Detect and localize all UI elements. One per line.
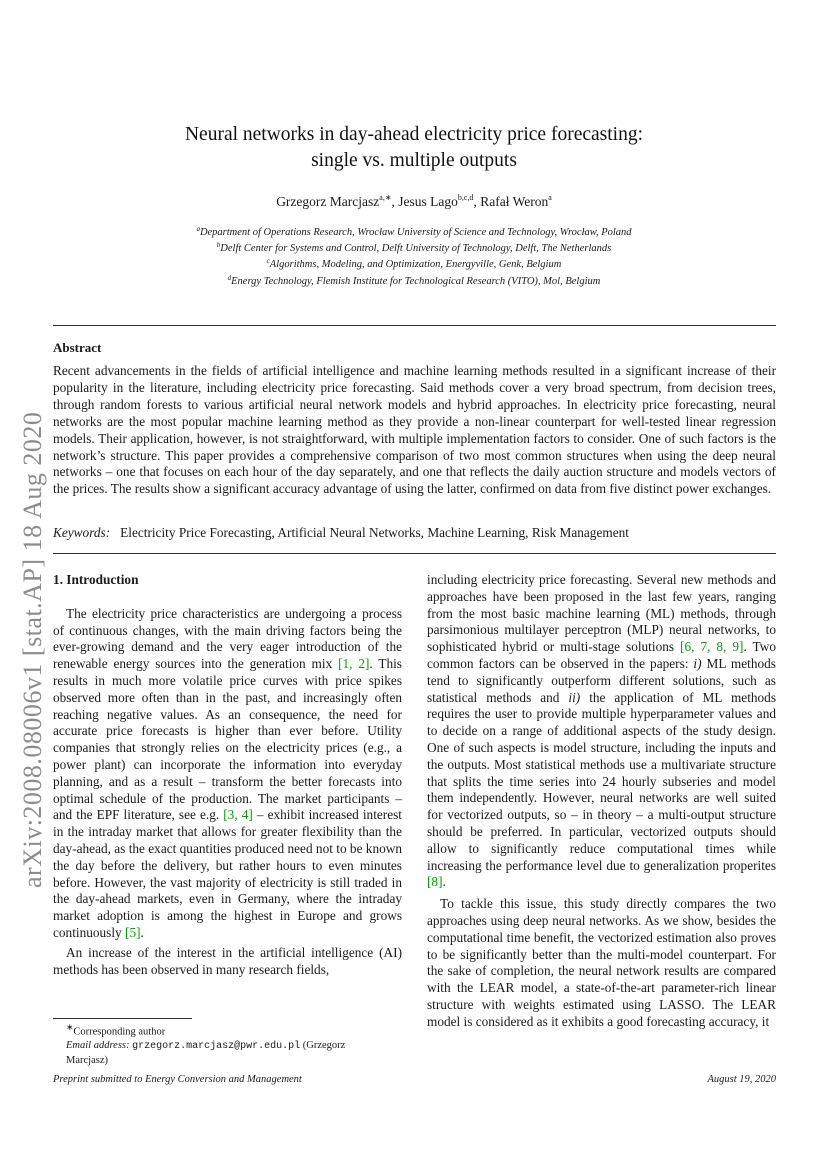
keywords-line bbox=[53, 525, 629, 541]
section-heading-introduction: 1. Introduction bbox=[53, 572, 139, 587]
affiliation-mark: a bbox=[196, 225, 200, 233]
title-line-1: Neural networks in day-ahead electricity price forecasting: bbox=[184, 124, 644, 145]
keywords-text: Electricity Price Forecasting, Artificial Neural Networks, Machine Learning, Risk Management bbox=[120, 525, 629, 540]
abstract-heading: Abstract bbox=[53, 340, 102, 355]
affiliation-line bbox=[0, 255, 828, 271]
list-marker: i) bbox=[693, 655, 702, 671]
abstract-top-rule bbox=[53, 325, 776, 326]
email-label: Email address: bbox=[66, 1040, 130, 1051]
citation-link[interactable]: [5] bbox=[125, 924, 141, 940]
citation-link[interactable]: [1, 2] bbox=[338, 656, 370, 672]
paragraph-text: . Two common factors can be observed in the papers: bbox=[427, 639, 776, 671]
affiliation-line bbox=[0, 272, 828, 288]
paragraph-text: . bbox=[442, 874, 446, 890]
paragraph bbox=[53, 606, 402, 942]
affiliation-line bbox=[0, 239, 828, 255]
title-line-2: single vs. multiple outputs bbox=[311, 150, 517, 171]
paragraph-text: ML methods tend to significantly outperform different solutions, such as statistical methods and bbox=[427, 655, 776, 705]
list-marker: ii) bbox=[568, 689, 581, 705]
abstract-bottom-rule bbox=[53, 553, 776, 554]
paragraph-text: . This results in much more volatile price curves with price spikes observed more often than in the past, and increasingly often reaching negative values. As an consequence, the need for accurate price forecasts is higher than ever before. Utility companies that strongly relies on the electricity prices (e.g., a power plant) can incorporate the information into everyday planning, and as a result – transform the better forecasts into optimal schedule of the production. The market participants – and the EPF literature, see e.g. bbox=[53, 656, 402, 823]
citation-link[interactable]: [6, 7, 8, 9] bbox=[680, 639, 744, 655]
affiliation-text: Energy Technology, Flemish Institute for Technological Research (VITO), Mol, Belgium bbox=[231, 275, 601, 287]
affiliations bbox=[0, 223, 828, 288]
abstract-text: Recent advancements in the fields of artificial intelligence and machine learning methods resulted in a significant increase of their popularity in the literature, including electricity price forecasting. Said methods cover a very broad spectrum, from decision trees, through random forests to various artificial neural network models and hybrid approaches. In electricity price forecasting, neural networks are the most popular machine learning method as they provide a non-linear counterpart for well-tested linear regression models. Their application, however, is not straightforward, with multiple implementation factors to consider. One of such factors is the network’s structure. This paper provides a comprehensive comparison of two most common structures when using the deep neural networks – one that focuses on each hour of the day separately, and one that reflects the daily auction structure and models vectors of the prices. The results show a significant accuracy advantage of using the latter, confirmed on data from five distinct power exchanges. bbox=[53, 363, 776, 497]
paper-title bbox=[0, 122, 828, 174]
affiliation-line bbox=[0, 223, 828, 239]
paragraph-text: including electricity price forecasting. Several new methods and approaches have been proposed in the last few years, ranging from the most basic machine learning (ML) methods, through parsimonious multilayer perceptron (MLP) neural networks, to sophisticated hybrid or multi-stage solutions bbox=[427, 572, 776, 655]
citation-link[interactable]: [8] bbox=[427, 874, 443, 890]
footnote-rule bbox=[53, 1018, 192, 1019]
corresponding-author-note bbox=[53, 1021, 383, 1039]
email-note bbox=[53, 1039, 383, 1067]
affiliation-text: Algorithms, Modeling, and Optimization, Energyville, Genk, Belgium bbox=[269, 259, 562, 271]
author-name: Grzegorz Marcjasz bbox=[276, 194, 380, 209]
paragraph-text: – exhibit increased interest in the intraday market that allows for greater flexibility than the day-ahead, as the exact quantities produced need not to be known the day before the delivery, but rather hours to even minutes before. However, the vast majority of electricity is still traded in the day-ahead markets, even in Germany, where the intraday market adoption is among the highest in Europe and grows continuously bbox=[53, 807, 402, 940]
affiliation-mark: d bbox=[227, 273, 232, 282]
footnote-text: Corresponding author bbox=[73, 1026, 166, 1038]
footer-date: August 19, 2020 bbox=[707, 1074, 776, 1085]
footer-journal: Preprint submitted to Energy Conversion and Management bbox=[53, 1074, 302, 1085]
keywords-label: Keywords: bbox=[53, 525, 111, 540]
affiliation-text: Delft Center for Systems and Control, Delft University of Technology, Delft, The Netherlands bbox=[220, 243, 612, 255]
arxiv-identifier-stamp: arXiv:2008.08006v1 [stat.AP] 18 Aug 2020 bbox=[18, 411, 47, 888]
paragraph-text: The electricity price characteristics are undergoing a process of continuous changes, with the main driving factors being the ever-growing demand and the very eager introduction of the renewable energy sources into the generation mix bbox=[53, 605, 402, 672]
author-affil-mark: a,∗ bbox=[379, 193, 392, 202]
paragraph bbox=[427, 572, 776, 891]
author-affil-mark: a bbox=[548, 193, 552, 202]
author-name: Rafał Weron bbox=[480, 194, 549, 209]
email-address[interactable]: grzegorz.marcjasz@pwr.edu.pl bbox=[132, 1041, 301, 1052]
author-name: Jesus Lago bbox=[398, 194, 458, 209]
footnote-mark: ∗ bbox=[66, 1022, 74, 1032]
author-affil-mark: b,c,d bbox=[457, 193, 474, 202]
citation-link[interactable]: [3, 4] bbox=[223, 807, 253, 823]
affiliation-mark: c bbox=[266, 257, 270, 266]
email-owner: (Grzegorz Marcjasz) bbox=[66, 1040, 346, 1066]
paragraph-text: . bbox=[140, 924, 144, 940]
left-column bbox=[53, 572, 402, 978]
paragraph: To tackle this issue, this study directly compares the two approaches using deep neural networks. As we show, besides the computational time benefit, the vectorized estimation also proves to be significantly better than the multi-model counterpart. For the sake of completion, the neural network results are compared with the LEAR model, a state-of-the-art parameter-rich linear structure with weights estimated using LASSO. The LEAR model is considered as it exhibits a good forecasting accuracy, it bbox=[427, 896, 776, 1029]
right-column bbox=[427, 572, 776, 1031]
paragraph: An increase of the interest in the artificial intelligence (AI) methods has been observed in many research fields, bbox=[53, 944, 402, 977]
affiliation-mark: b bbox=[216, 241, 221, 250]
paragraph-text: the application of ML methods requires the user to provide multiple hyperparameter values and to decide on a range of additional aspects of the study design. One of such aspects is model structure, including the inputs and the outputs. Most statistical methods use a multivariate structure that splits the time series into 24 hourly subseries and model them independently. However, neural networks are well suited for vectorized outputs, so – in theory – a multi-output structure should be preferred. In particular, vectorized outputs should allow to significantly reduce computational times while increasing the performance level due to generalization properites bbox=[427, 689, 777, 873]
author-list: Grzegorz Marcjasz$^{a,∗}$, Jesus Lago$^{b,c,d}$, Rafał Weron$^a$ bbox=[276, 193, 552, 209]
footnote bbox=[53, 1021, 383, 1067]
affiliation-text: Department of Operations Research, Wrocław University of Science and Technology, Wrocław, Poland bbox=[199, 227, 632, 238]
